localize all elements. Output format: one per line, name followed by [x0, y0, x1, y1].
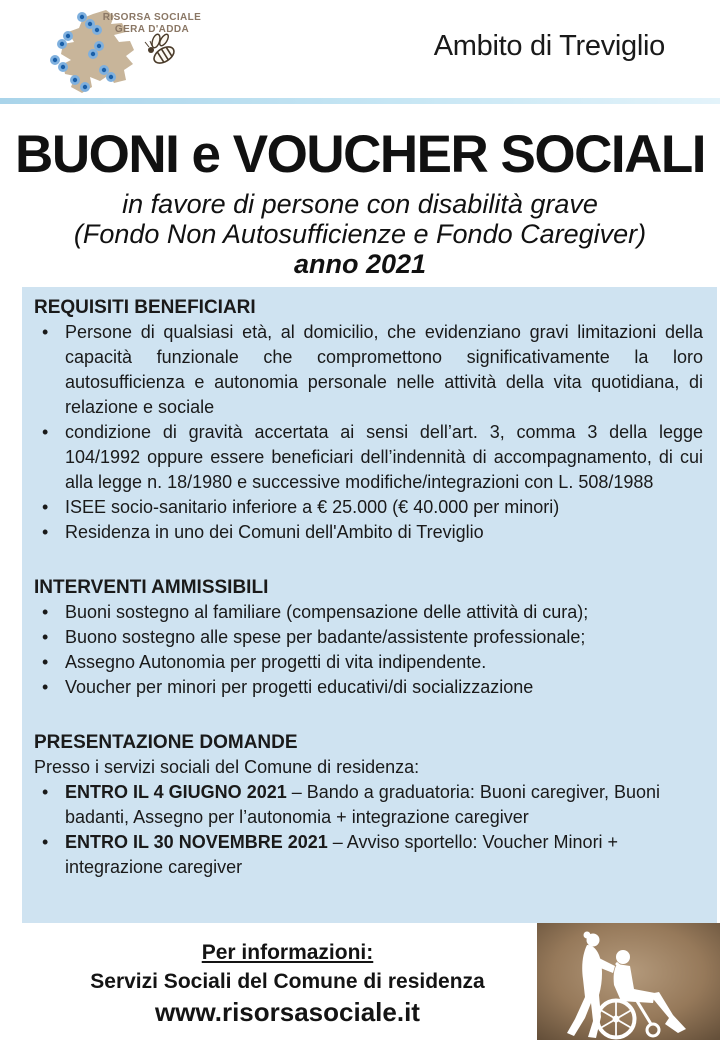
section-requisiti-beneficiari — [34, 295, 703, 545]
subtitle-line-1: in favore di persone con disabilità grave — [122, 189, 598, 219]
subtitle-line-3: anno 2021 — [293, 249, 427, 279]
website-label: www.risorsasociale.it — [155, 997, 420, 1027]
list-item: • Residenza in uno dei Comuni dell'Ambito di Treviglio — [34, 520, 703, 545]
logo-text — [100, 12, 204, 36]
list-item: • Persone di qualsiasi età, al domicilio, che evidenziano gravi limitazioni della capacità funzionale che compromettono significativamente la loro autosufficienza e autonomia personale nelle attività della vita quotidiana, di relazione e sociale — [34, 320, 703, 420]
footer-info-block — [0, 941, 575, 1026]
deadline-date: ENTRO IL 30 NOVEMBRE 2021 — [65, 832, 328, 852]
section-heading: PRESENTAZIONE DOMANDE — [34, 732, 298, 753]
list-item: • ISEE socio-sanitario inferiore a € 25.000 (€ 40.000 per minori) — [34, 495, 703, 520]
list-item: • Buono sostegno alle spese per badante/assistente professionale; — [34, 625, 703, 650]
ambito-label: Ambito di Treviglio — [433, 30, 665, 62]
caregiver-wheelchair-image — [537, 923, 720, 1040]
logo-text-line1: RISORSA SOCIALE — [102, 12, 202, 23]
info-box — [22, 287, 717, 923]
requisiti-list — [34, 320, 703, 545]
list-item — [34, 780, 703, 830]
page-title: BUONI e VOUCHER SOCIALI — [15, 125, 705, 184]
section-interventi-ammissibili — [34, 575, 703, 700]
subtitle-line-2: (Fondo Non Autosufficienze e Fondo Caregiver) — [73, 219, 647, 249]
section-heading: REQUISITI BENEFICIARI — [34, 297, 256, 318]
section-heading: INTERVENTI AMMISSIBILI — [34, 577, 269, 598]
interventi-list — [34, 600, 703, 700]
list-item — [34, 830, 703, 880]
list-item: • Assegno Autonomia per progetti di vita indipendente. — [34, 650, 703, 675]
footer-info-line: Servizi Sociali del Comune di residenza — [90, 970, 485, 993]
list-item: • Buoni sostegno al familiare (compensazione delle attività di cura); — [34, 600, 703, 625]
section-presentazione-domande — [34, 730, 703, 880]
deadline-date: ENTRO IL 4 GIUGNO 2021 — [65, 782, 287, 802]
list-item: • condizione di gravità accertata ai sensi dell’art. 3, comma 3 della legge 104/1992 oppure essere beneficiari dell’indennità di accompagnamento, di cui alla legge n. 18/1980 e successive modifiche/integrazioni con L. 508/1988 — [34, 420, 703, 495]
header-divider — [0, 98, 720, 104]
bee-icon — [145, 33, 177, 66]
deadline-description: – Avviso sportello: Voucher Minori + integrazione caregiver — [65, 832, 619, 877]
footer-info-heading: Per informazioni: — [201, 941, 374, 964]
deadline-description: – Bando a graduatoria: Buoni caregiver, Buoni badanti, Assegno per l’autonomia + integrazione caregiver — [65, 782, 660, 827]
logo-text-line2: GERA D'ADDA — [114, 24, 190, 35]
scadenze-list — [34, 780, 703, 880]
list-item: • Voucher per minori per progetti educativi/di socializzazione — [34, 675, 703, 700]
section-intro: Presso i servizi sociali del Comune di residenza: — [34, 757, 420, 777]
